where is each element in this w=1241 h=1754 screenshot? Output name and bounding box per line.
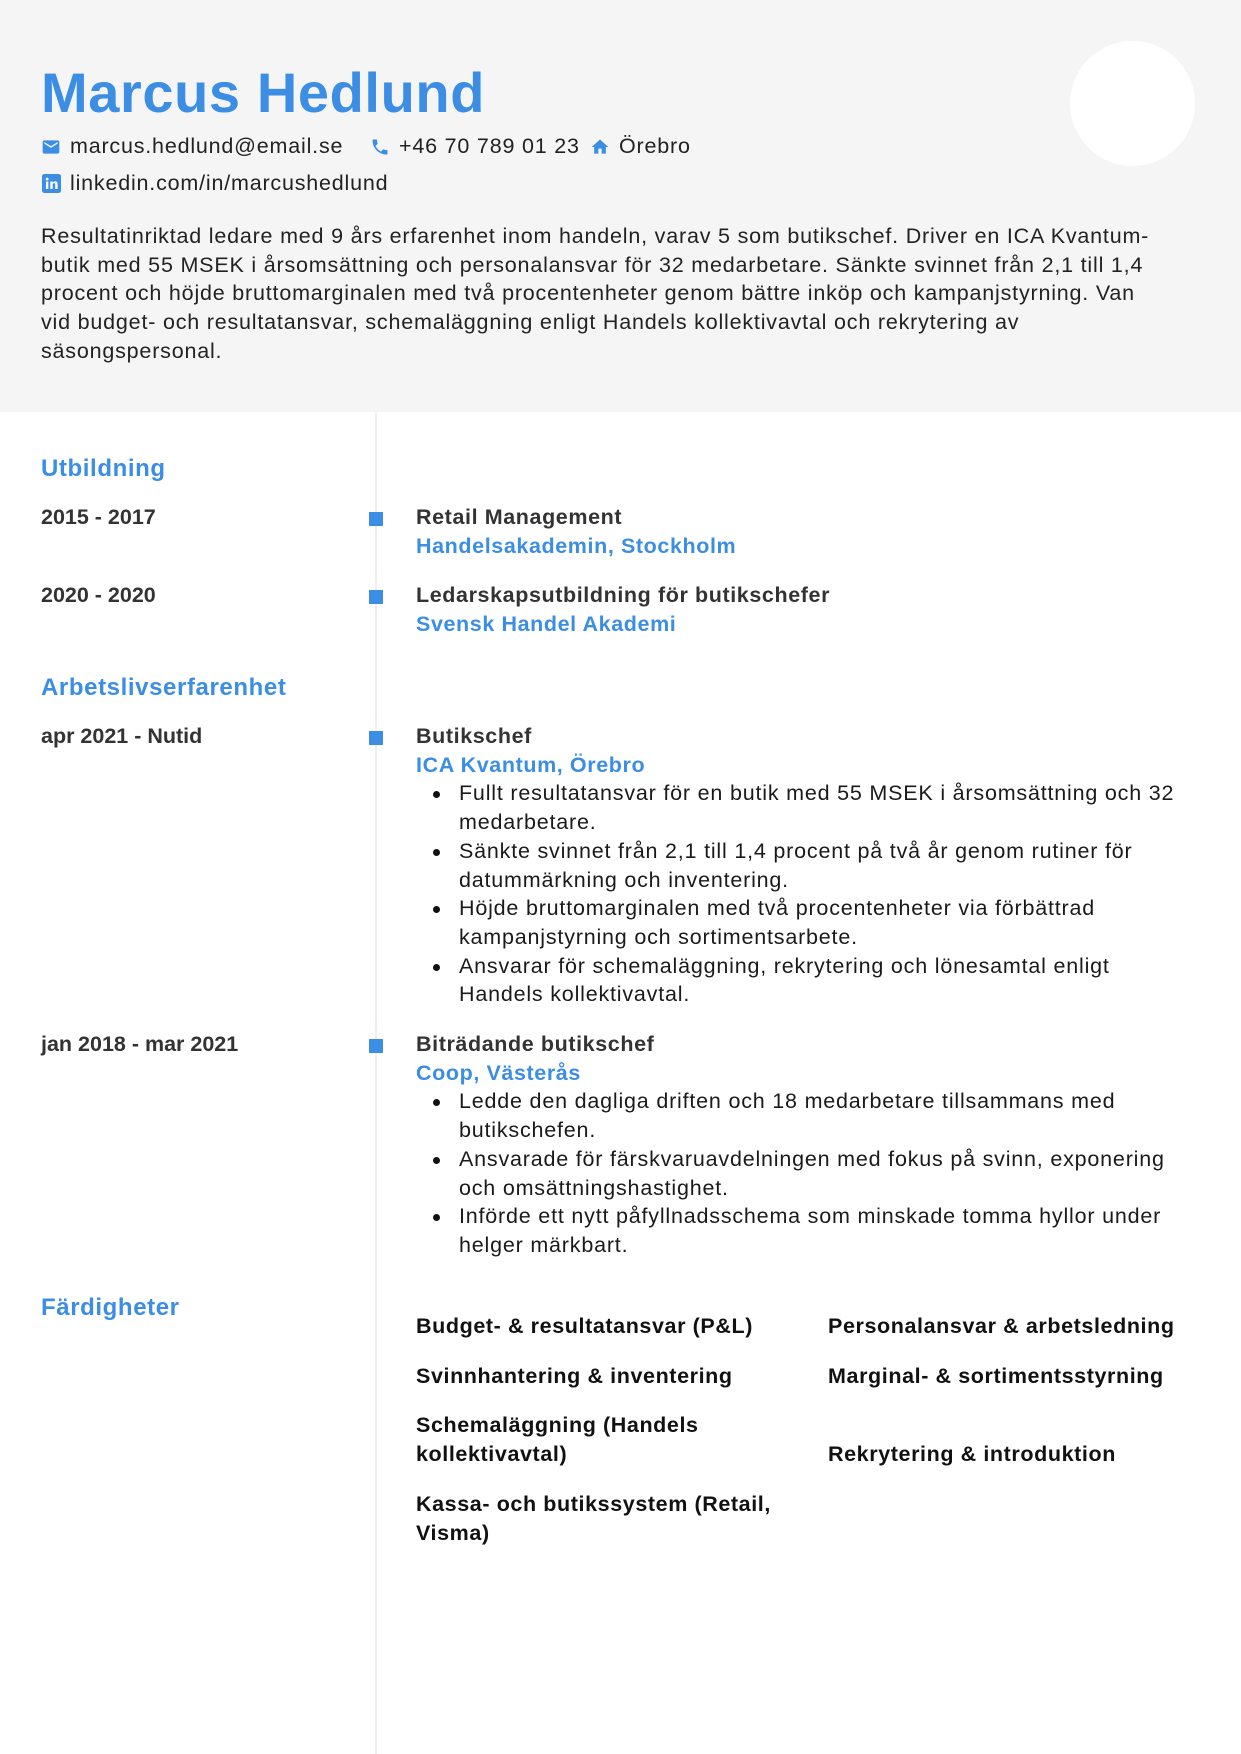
experience-heading: Arbetslivserfarenhet (41, 674, 287, 701)
skill-item: Rekrytering & introduktion (828, 1442, 1116, 1467)
contact-location (590, 132, 691, 161)
achievement-item: Sänkte svinnet från 2,1 till 1,4 procent på två år genom rutiner för datummärkning och inventering. (459, 837, 1189, 894)
timeline-marker (369, 731, 383, 745)
achievement-list (416, 1087, 1189, 1259)
entry-organization: ICA Kvantum, Örebro (416, 752, 646, 777)
contact-linkedin[interactable] (41, 169, 388, 198)
achievement-item: Fullt resultatansvar för en butik med 55 MSEK i årsomsättning och 32 medarbetare. (459, 779, 1189, 836)
skills-grid (416, 1312, 1208, 1547)
email-text: marcus.hedlund@email.se (70, 134, 344, 159)
achievement-item: Ansvarade för färskvaruavdelningen med fokus på svinn, exponering och omsättningshastighet. (459, 1145, 1189, 1202)
entry-title: Retail Management (416, 505, 623, 529)
phone-icon (370, 137, 390, 157)
achievement-item: Ledde den dagliga driften och 18 medarbetare tillsammans med butikschefen. (459, 1087, 1189, 1144)
entry-organization: Svensk Handel Akademi (416, 611, 677, 636)
home-icon (590, 137, 610, 157)
entry-title: Ledarskapsutbildning för butikschefer (416, 583, 831, 607)
skills-heading: Färdigheter (41, 1294, 180, 1321)
achievement-item: Införde ett nytt påfyllnadsschema som minskade tomma hyllor under helger märkbart. (459, 1202, 1189, 1259)
skill-item: Marginal- & sortimentsstyrning (828, 1363, 1164, 1388)
skill-item: Schemaläggning (Handels kollektivavtal) (416, 1413, 699, 1467)
candidate-name: Marcus Hedlund (41, 61, 486, 124)
entry-content (416, 503, 1189, 560)
contact-email[interactable] (41, 132, 343, 161)
entry-organization: Handelsakademin, Stockholm (416, 533, 737, 558)
timeline-marker (369, 512, 383, 526)
entry-dates: apr 2021 - Nutid (41, 724, 203, 748)
entry-organization: Coop, Västerås (416, 1060, 581, 1085)
profile-summary: Resultatinriktad ledare med 9 års erfarenhet inom handeln, varav 5 som butikschef. Driver en ICA Kvantum-butik med 55 MSEK i årsomsättning och personalansvar för 32 medarbetare. Sänkte svinnet från 2,1 till 1,4 procent och höjde bruttomarginalen med två procentenheter genom bättre inköp och kampanjstyrning. Van vid budget- och resultatansvar, schemaläggning enligt Handels kollektivavtal och rekrytering av säsongspersonal. (41, 224, 1150, 363)
entry-dates: 2015 - 2017 (41, 505, 156, 529)
entry-content (416, 581, 1189, 638)
linkedin-text: linkedin.com/in/marcushedlund (70, 171, 389, 196)
skill-item: Personalansvar & arbetsledning (828, 1314, 1175, 1338)
timeline-marker (369, 590, 383, 604)
avatar (1070, 41, 1195, 166)
timeline-marker (369, 1039, 383, 1053)
education-heading: Utbildning (41, 455, 166, 482)
location-text: Örebro (619, 134, 691, 159)
envelope-icon (41, 137, 61, 157)
entry-title: Biträdande butikschef (416, 1032, 655, 1056)
achievement-list (416, 779, 1189, 1009)
achievement-item: Ansvarar för schemaläggning, rekrytering och lönesamtal enligt Handels kollektivavtal. (459, 952, 1189, 1009)
entry-dates: 2020 - 2020 (41, 583, 156, 607)
achievement-item: Höjde bruttomarginalen med två procentenheter via förbättrad kampanjstyrning och sortimentsarbete. (459, 894, 1189, 951)
entry-title: Butikschef (416, 724, 532, 748)
entry-dates: jan 2018 - mar 2021 (41, 1032, 239, 1056)
phone-text: +46 70 789 01 23 (399, 134, 580, 159)
skill-item: Svinnhantering & inventering (416, 1363, 733, 1388)
linkedin-icon (41, 174, 61, 194)
resume-header (0, 0, 1241, 412)
contact-phone[interactable] (370, 132, 580, 161)
timeline-divider (375, 412, 377, 1754)
skill-item: Kassa- och butikssystem (Retail, Visma) (416, 1491, 771, 1545)
entry-content (416, 722, 1189, 1009)
entry-content (416, 1030, 1189, 1260)
skill-item: Budget- & resultatansvar (P&L) (416, 1314, 753, 1338)
